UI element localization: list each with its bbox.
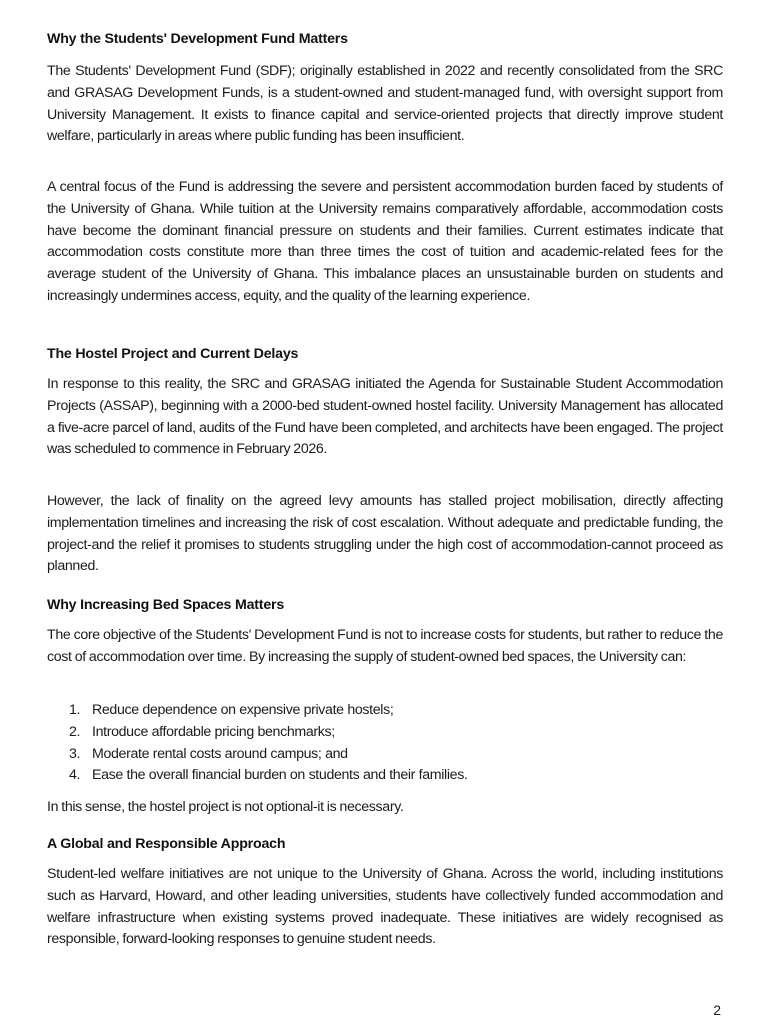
list-item-number: 3. bbox=[69, 745, 81, 762]
paragraph-sdf-overview: The Students' Development Fund (SDF); originally established in 2022 and recently consolidated from the SRC and GRASAG Development Funds, is a student-owned and student-managed fund, with oversight support from University Management. It exists to finance capital and service-oriented projects that directly improve student welfare, particularly in areas where public funding has been insufficient. bbox=[47, 63, 723, 145]
paragraph-levy-delays: However, the lack of finality on the agreed levy amounts has stalled project mobilisation, directly affecting implementation timelines and increasing the risk of cost escalation. Without adequate and predictable funding, the project-and the relief it promises to students struggling under the high cost of accommodation-cannot proceed as planned. bbox=[47, 493, 723, 575]
benefits-list bbox=[47, 700, 719, 787]
section-heading-bed-spaces: Why Increasing Bed Spaces Matters bbox=[47, 597, 285, 613]
list-item bbox=[69, 700, 719, 722]
list-item bbox=[69, 744, 719, 766]
list-item bbox=[69, 765, 719, 787]
paragraph-hostel-necessary: In this sense, the hostel project is not optional-it is necessary. bbox=[47, 799, 404, 815]
list-item-text: Ease the overall financial burden on students and their families. bbox=[92, 767, 468, 784]
list-item-text: Reduce dependence on expensive private hostels; bbox=[92, 702, 394, 718]
section-heading-sdf-matters: Why the Students' Development Fund Matters bbox=[47, 31, 348, 47]
paragraph-core-objective: The core objective of the Students' Development Fund is not to increase costs for students, but rather to reduce the cost of accommodation over time. By increasing the supply of student-owned bed spaces, the University can: bbox=[47, 627, 723, 665]
list-item-number: 1. bbox=[69, 702, 81, 718]
page-number: 2 bbox=[713, 1002, 721, 1018]
list-item-number: 4. bbox=[69, 767, 81, 784]
paragraph-global-examples: Student-led welfare initiatives are not unique to the University of Ghana. Across the world, including institutions such as Harvard, Howard, and other leading universities, students have collectively funded accommodation and welfare infrastructure when existing systems proved inadequate. These initiatives are widely recognised as responsible, forward-looking responses to genuine student needs. bbox=[47, 866, 723, 948]
paragraph-assap-initiative: In response to this reality, the SRC and GRASAG initiated the Agenda for Sustainable Student Accommodation Projects (ASSAP), beginning with a 2000-bed student-owned hostel facility. University Management has allocated a five-acre parcel of land, audits of the Fund have been completed, and architects have been engaged. The project was scheduled to commence in February 2026. bbox=[47, 376, 723, 458]
section-heading-hostel-project: The Hostel Project and Current Delays bbox=[47, 346, 299, 362]
section-heading-global-approach: A Global and Responsible Approach bbox=[47, 836, 286, 852]
list-item bbox=[69, 722, 719, 744]
list-item-text: Moderate rental costs around campus; and bbox=[92, 745, 348, 762]
list-item-text: Introduce affordable pricing benchmarks; bbox=[92, 723, 335, 740]
paragraph-accommodation-burden: A central focus of the Fund is addressing the severe and persistent accommodation burden faced by students of the University of Ghana. While tuition at the University remains comparatively affordable, accommodation costs have become the dominant financial pressure on students and their families. Current estimates indicate that accommodation costs constitute more than three times the cost of tuition and academic-related fees for the average student of the University of Ghana. This imbalance places an unsustainable burden on students and increasingly undermines access, equity, and the quality of the learning experience. bbox=[47, 179, 723, 304]
list-item-number: 2. bbox=[69, 723, 81, 740]
